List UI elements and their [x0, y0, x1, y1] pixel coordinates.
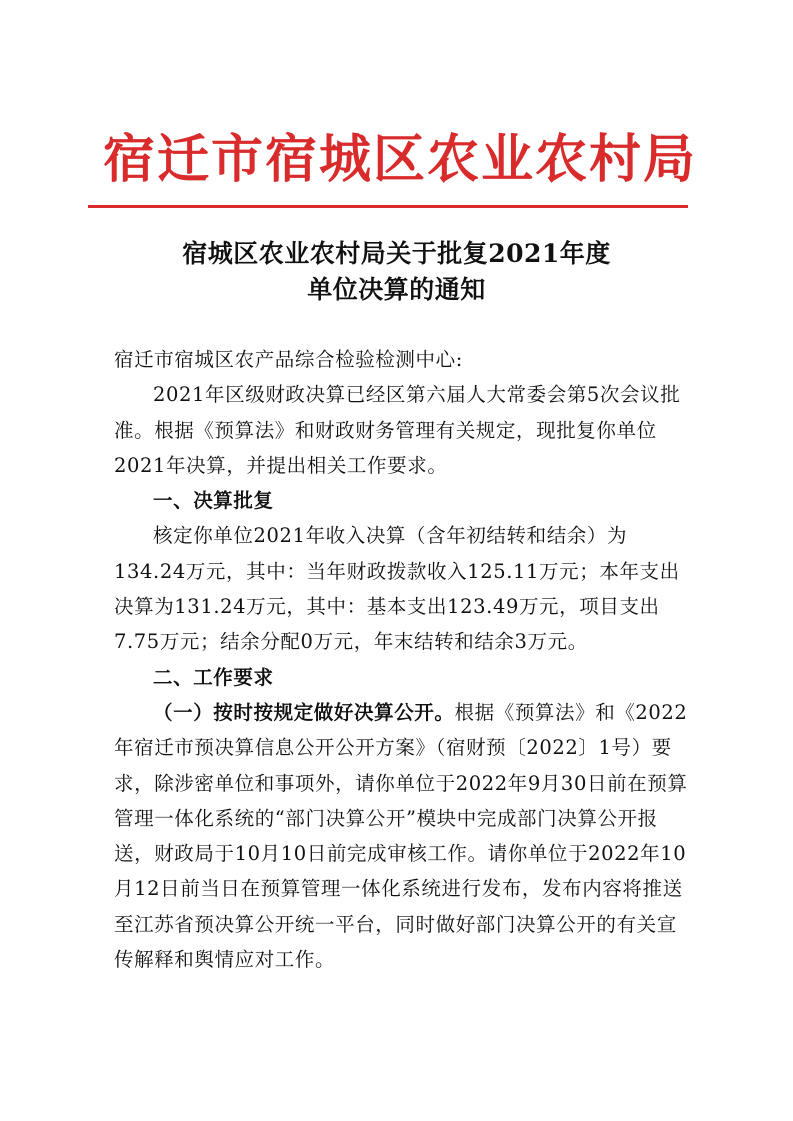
- item-1-paragraph: [114, 695, 690, 977]
- title-line-2: 单位决算的通知: [307, 275, 486, 304]
- document-title: [0, 236, 793, 308]
- recipient-line: 宿迁市宿城区农产品综合检验检测中心:: [114, 348, 463, 371]
- item-1-lead: （一）按时按规定做好决算公开。: [153, 700, 455, 724]
- section-1-paragraph: 核定你单位2021年收入决算（含年初结转和结余）为134.24万元，其中：当年财政拨款收入125.11万元；本年支出决算为131.24万元，其中：基本支出123.49万元，项目支出7.75万元；结余分配0万元，年末结转和结余3万元。: [114, 524, 680, 654]
- section-2-heading: 二、工作要求: [153, 665, 274, 689]
- intro-paragraph: 2021年区级财政决算已经区第六届人大常委会第5次会议批准。根据《预算法》和财政财务管理有关规定，现批复你单位2021年决算，并提出相关工作要求。: [114, 383, 681, 477]
- section-1-heading: 一、决算批复: [153, 489, 274, 513]
- document-body: [114, 342, 690, 977]
- letterhead-red-rule: [88, 205, 688, 208]
- letterhead-org-name: 宿迁市宿城区农业农村局: [102, 129, 697, 190]
- item-1-text: 根据《预算法》和《2022年宿迁市预决算信息公开公开方案》（宿财预〔2022〕1号）要求，除涉密单位和事项外，请你单位于2022年9月30日前在预算管理一体化系统的“部门决算公开”模块中完成部门决算公开报送，财政局于10月10日前完成审核工作。请你单位于2022年10月12日前当日在预算管理一体化系统进行发布，发布内容将推送至江苏省预决算公开统一平台，同时做好部门决算公开的有关宣传解释和舆情应对工作。: [114, 700, 688, 972]
- title-line-1: 宿城区农业农村局关于批复2021年度: [182, 239, 611, 268]
